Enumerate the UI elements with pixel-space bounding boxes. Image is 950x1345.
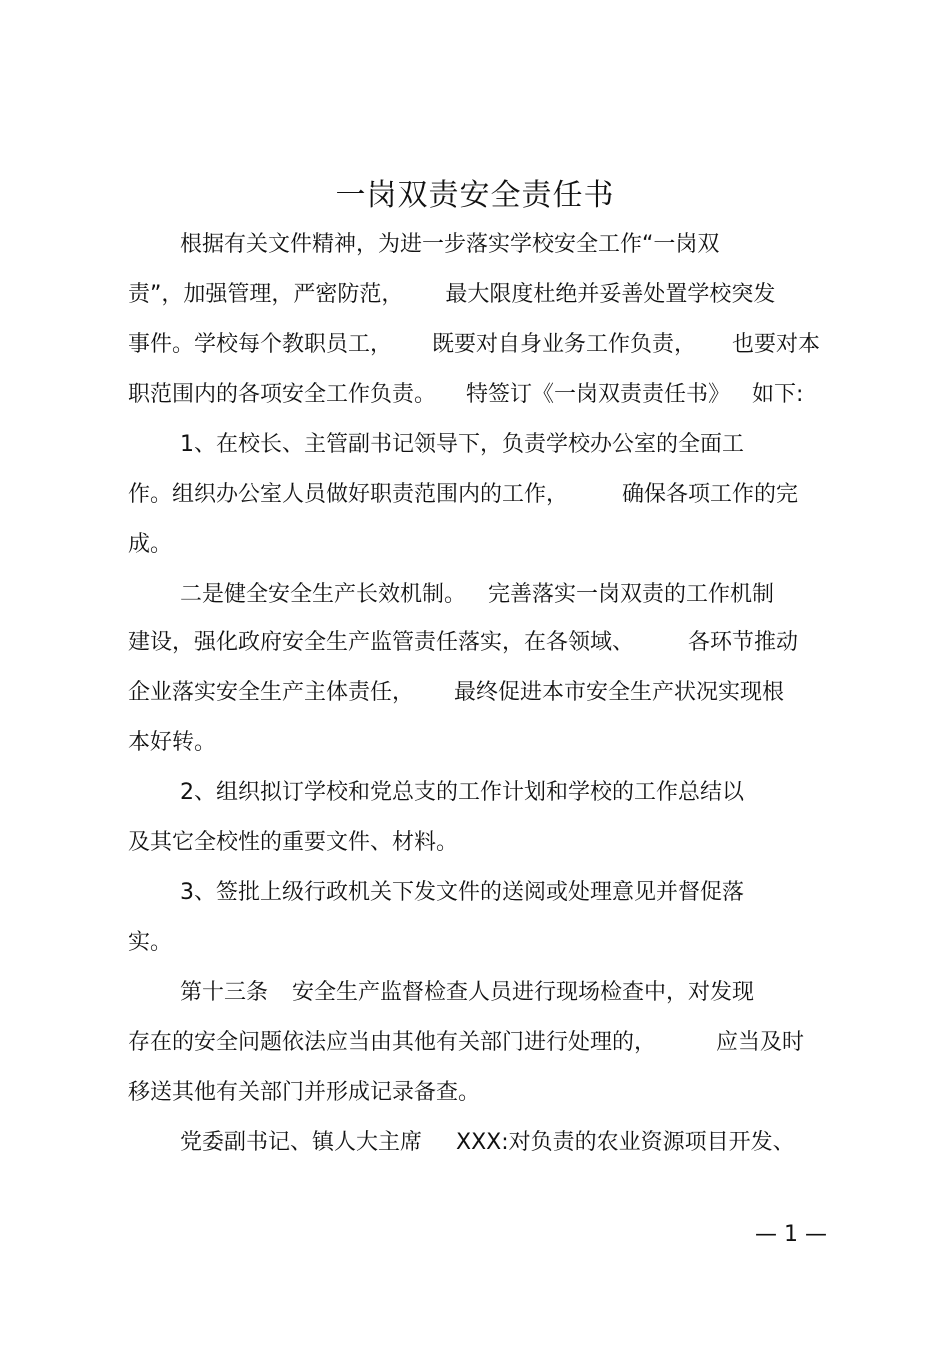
text-line: [128, 628, 798, 658]
text-line: [128, 728, 216, 758]
text-span: 实。: [128, 930, 173, 955]
text-span: 也要对本: [732, 332, 821, 357]
text-line: [128, 1028, 804, 1058]
document-title: 一岗双责安全责任书: [335, 178, 615, 213]
text-span: 完善落实一岗双责的工作机制: [488, 582, 775, 607]
text-span: 企业落实安全生产主体责任，: [128, 680, 415, 705]
text-span: 党委副书记、镇人大主席: [180, 1130, 423, 1155]
text-line: [180, 778, 744, 808]
text-line: [180, 430, 744, 460]
text-line: [128, 678, 784, 708]
text-span: 及其它全校性的重要文件、材料。: [128, 830, 459, 855]
text-span: 确保各项工作的完: [622, 482, 799, 507]
text-span: 职范围内的各项安全工作负责。: [128, 382, 437, 407]
text-line: [128, 928, 172, 958]
text-line: [128, 280, 775, 310]
text-span: 最大限度杜绝并妥善处置学校突发: [445, 282, 776, 307]
text-span: 根据有关文件精神，为进一步落实学校安全工作“一岗双: [180, 232, 720, 257]
text-line: [180, 978, 754, 1008]
text-span: 安全生产监督检查人员进行现场检查中，对发现: [292, 980, 755, 1005]
text-span: 应当及时: [716, 1030, 805, 1055]
text-line: [128, 828, 458, 858]
text-span: 最终促进本市安全生产状况实现根: [454, 680, 785, 705]
text-span: 责”，加强管理，严密防范，: [128, 282, 404, 307]
text-line: [180, 230, 719, 260]
text-span: 移送其他有关部门并形成记录备查。: [128, 1080, 481, 1105]
text-line: [128, 1078, 480, 1108]
text-span: 存在的安全问题依法应当由其他有关部门进行处理的，: [128, 1030, 657, 1055]
text-span: 3、签批上级行政机关下发文件的送阅或处理意见并督促落: [180, 880, 744, 905]
text-span: 既要对自身业务工作负责，: [432, 332, 697, 357]
text-span: 事件。学校每个教职员工，: [128, 332, 393, 357]
text-span: 如下:: [752, 382, 804, 407]
text-span: 特签订《一岗双责责任书》: [466, 382, 731, 407]
text-span: 第十三条: [180, 980, 269, 1005]
text-line: [180, 580, 774, 610]
text-span: 1、在校长、主管副书记领导下，负责学校办公室的全面工: [180, 432, 744, 457]
text-span: 二是健全安全生产长效机制。: [180, 582, 467, 607]
text-line: [128, 480, 798, 510]
text-line: [128, 530, 172, 560]
text-span: XXX:对负责的农业资源项目开发、: [456, 1130, 795, 1155]
text-line: [180, 878, 744, 908]
text-span: 各环节推动: [688, 630, 799, 655]
text-span: 建设，强化政府安全生产监管责任落实，在各领域、: [128, 630, 635, 655]
text-span: 成。: [128, 532, 173, 557]
text-line: [128, 330, 820, 360]
text-line: [180, 1128, 795, 1158]
text-span: 本好转。: [128, 730, 217, 755]
text-line: [128, 380, 803, 410]
page-number: — 1 —: [755, 1222, 827, 1247]
text-span: 作。组织办公室人员做好职责范围内的工作，: [128, 482, 569, 507]
text-span: 2、组织拟订学校和党总支的工作计划和学校的工作总结以: [180, 780, 744, 805]
